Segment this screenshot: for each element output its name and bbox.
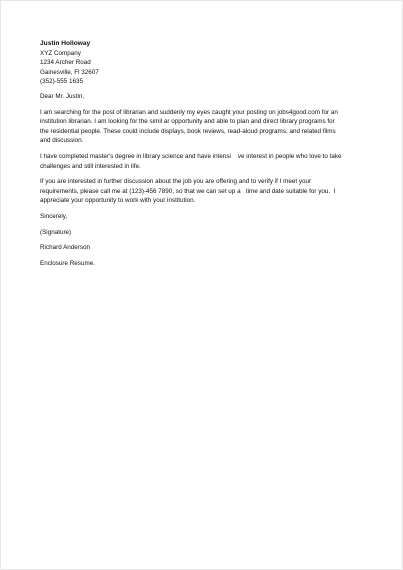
paragraph-2 [40,152,360,171]
signature-placeholder: (Signature) [40,228,72,236]
enclosure-note: Enclosure Resume. [40,259,95,267]
sender-phone: (352)-555 1635 [40,78,84,86]
letter-body [40,39,360,274]
paragraph-3-line: If you are interested in further discussion about the job you are offering and to verify if I meet your [40,178,312,186]
paragraph-1 [40,108,360,146]
sender-name: Justin Holloway [40,40,91,47]
paragraph-2-line: I have completed master's degree in library science and have intensi ve interest in people who love to take [40,152,342,160]
paragraph-1-line: institution librarian. I am looking for the simil ar opportunity and able to plan and direct library programs for [40,118,335,126]
paragraph-1-line: I am searching for the post of librarian and suddenly my eyes caught your posting on jobs4good.com for an [40,108,338,116]
paragraph-3 [40,177,360,206]
salutation: Dear Mr. Justin, [40,92,85,100]
paragraph-2-line: challenges and still interested in life. [40,162,141,170]
paragraph-1-line: and discussion. [40,137,84,145]
paragraph-1-line: the residential people. These could include displays, book reviews, read-aloud programs, and related films [40,127,336,135]
sender-street: 1234 Archer Road [40,59,91,67]
closing: Sincerely, [40,212,68,220]
paragraph-3-line: appreciate your opportunity to work with your institution. [40,197,196,205]
sender-address-block [40,39,360,87]
paragraph-3-line: requirements, please call me at (123)-456 7890, so that we can set up a time and date suitable for you. I [40,187,336,195]
signer-name: Richard Anderson [40,244,91,252]
sender-company: XYZ Company [40,49,81,57]
sender-city: Gainesville, Fl 32607 [40,68,99,76]
